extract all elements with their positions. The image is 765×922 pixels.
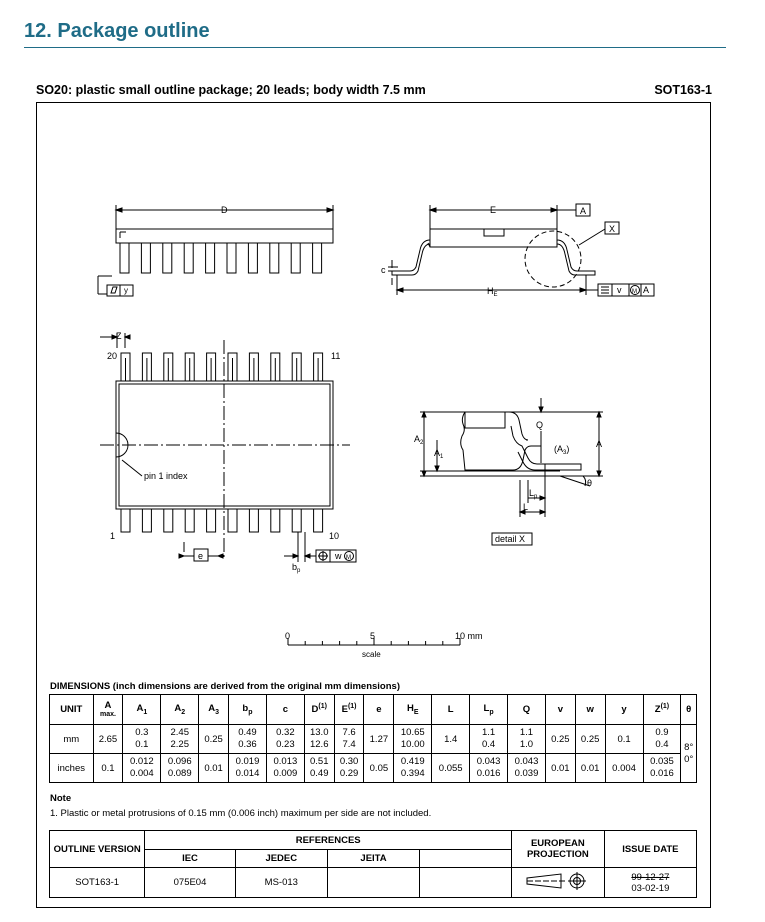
dim-cell-A: 2.65 [93, 725, 123, 754]
dim-cell-A1: 0.3 0.1 [123, 725, 161, 754]
outline-version-value: SOT163-1 [50, 868, 145, 898]
note-text: 1. Plastic or metal protrusions of 0.15 mm (0.006 inch) maximum per side are not included. [50, 808, 432, 819]
dim-cell-Z: 0.9 0.4 [643, 725, 681, 754]
side-lead [291, 243, 300, 273]
pin1-index-label: pin 1 index [144, 471, 188, 481]
dim-cell-w: 0.01 [575, 754, 605, 783]
top-lead-lower [292, 509, 301, 532]
dim-cell-Q: 0.043 0.039 [508, 754, 546, 783]
reference-blank-header [420, 850, 512, 868]
side-lead [184, 243, 193, 273]
label-D: D [221, 205, 228, 215]
dim-cell-L: 0.055 [432, 754, 470, 783]
dim-cell-bp: 0.019 0.014 [229, 754, 267, 783]
issue-date-current: 03-02-19 [631, 882, 670, 894]
label-y: y [124, 286, 128, 295]
package-code: SOT163-1 [654, 83, 712, 97]
jedec-value: MS-013 [235, 868, 327, 898]
dim-header-9: e [364, 695, 394, 725]
label-Lp: $L_p$ [529, 488, 538, 500]
reference-blank-value [420, 868, 512, 898]
dim-header-17: $Z^{(1)}$ [643, 695, 681, 725]
detail-x-label: detail X [495, 534, 526, 544]
package-description: SO20: plastic small outline package; 20 leads; body width 7.5 mm [36, 83, 426, 97]
scale-10-label: 10 mm [455, 631, 483, 641]
projection-symbol [512, 868, 605, 898]
dim-row-inches [50, 754, 697, 783]
dim-header-13: Q [508, 695, 546, 725]
dim-header-2: $A_1$ [123, 695, 161, 725]
dim-cell-bp: 0.49 0.36 [229, 725, 267, 754]
dim-cell-A1: 0.012 0.004 [123, 754, 161, 783]
label-A: A [596, 439, 603, 449]
label-theta: θ [587, 478, 593, 488]
pin-20-label: 20 [107, 351, 118, 361]
side-lead [163, 243, 172, 273]
side-lead [141, 243, 150, 273]
dim-cell-A2: 2.45 2.25 [161, 725, 199, 754]
dim-cell-Lp: 1.1 0.4 [470, 725, 508, 754]
dim-header-0: UNIT [50, 695, 94, 725]
dim-header-18: θ [681, 695, 697, 725]
pin-11-label: 11 [331, 351, 341, 361]
dim-header-7: $D^{(1)}$ [304, 695, 334, 725]
dim-cell-D: 13.0 12.6 [304, 725, 334, 754]
dim-cell-HE: 0.419 0.394 [394, 754, 432, 783]
dimensions-header-row [50, 695, 697, 725]
european-projection-header: EUROPEAN PROJECTION [512, 831, 605, 868]
issue-date-header: ISSUE DATE [604, 831, 696, 868]
label-L: L [523, 502, 529, 512]
iec-value: 075E04 [145, 868, 235, 898]
label-v: v [617, 285, 622, 295]
side-view-body [116, 229, 333, 243]
jeita-value [327, 868, 419, 898]
outline-version-header: OUTLINE VERSION [50, 831, 145, 868]
side-lead [313, 243, 322, 273]
side-lead [270, 243, 279, 273]
label-w: w [335, 551, 342, 561]
label-A-ref-v: A [643, 285, 650, 295]
label-A1: $A_1$ [434, 448, 444, 460]
dim-cell-E: 7.6 7.4 [334, 725, 364, 754]
dim-cell-Lp: 0.043 0.016 [470, 754, 508, 783]
dim-header-16: y [605, 695, 643, 725]
dim-header-8: $E^{(1)}$ [334, 695, 364, 725]
label-c: c [381, 265, 386, 275]
dim-cell-A3: 0.01 [199, 754, 229, 783]
dim-header-3: $A_2$ [161, 695, 199, 725]
label-A2: $A_2$ [414, 434, 424, 446]
pin-10-label: 10 [329, 531, 340, 541]
scale-5-label: 5 [370, 631, 376, 641]
section-title: 12. Package outline [24, 20, 210, 42]
detail-x-view [420, 398, 603, 545]
dim-cell-v: 0.01 [545, 754, 575, 783]
dim-cell-c: 0.32 0.23 [266, 725, 304, 754]
label-X: X [609, 224, 616, 234]
top-lead-lower [314, 509, 323, 532]
dimensions-heading: DIMENSIONS (inch dimensions are derived from the original mm dimensions) [50, 681, 400, 692]
side-lead [120, 243, 129, 273]
dim-cell-y: 0.004 [605, 754, 643, 783]
dim-cell-A: 0.1 [93, 754, 123, 783]
references-table [49, 830, 697, 898]
dim-cell-A2: 0.096 0.089 [161, 754, 199, 783]
dim-cell-A3: 0.25 [199, 725, 229, 754]
dim-unit: inches [50, 754, 94, 783]
top-lead-lower [271, 509, 280, 532]
dim-cell-v: 0.25 [545, 725, 575, 754]
side-view [98, 205, 333, 296]
label-A3: $(A_3)$ [554, 444, 570, 456]
dim-header-15: w [575, 695, 605, 725]
third-angle-projection-icon [523, 870, 593, 892]
top-lead-lower [142, 509, 151, 532]
dim-header-14: v [545, 695, 575, 725]
label-E: E [490, 205, 497, 215]
dim-header-12: $L_p$ [470, 695, 508, 725]
dim-header-5: $b_p$ [229, 695, 267, 725]
label-M-v: M [632, 289, 637, 295]
issue-date-cell [604, 868, 696, 898]
iec-header: IEC [145, 850, 235, 868]
label-Q: Q [536, 420, 544, 430]
top-view [100, 333, 356, 562]
top-lead-lower [121, 509, 130, 532]
label-bp: $b_p$ [292, 562, 301, 574]
top-lead-lower [185, 509, 194, 532]
dimensions-table [49, 694, 697, 783]
label-A-datum: A [580, 206, 587, 216]
jeita-header: JEITA [327, 850, 419, 868]
dim-unit: mm [50, 725, 94, 754]
dim-header-6: c [266, 695, 304, 725]
dim-cell-w: 0.25 [575, 725, 605, 754]
dim-cell-L: 1.4 [432, 725, 470, 754]
top-lead-lower [249, 509, 258, 532]
side-lead [206, 243, 215, 273]
top-lead-lower [164, 509, 173, 532]
note-heading: Note [50, 793, 72, 804]
label-Z: Z [116, 331, 122, 341]
dim-header-11: L [432, 695, 470, 725]
scale-label: scale [362, 650, 381, 659]
dim-cell-e: 1.27 [364, 725, 394, 754]
top-lead-lower [228, 509, 237, 532]
dim-header-4: $A_3$ [199, 695, 229, 725]
dim-cell-y: 0.1 [605, 725, 643, 754]
references-header: REFERENCES [145, 831, 512, 850]
end-view [388, 204, 654, 296]
label-HE: $H_E$ [487, 286, 498, 298]
dim-cell-theta: 8° 0° [681, 725, 697, 783]
side-lead [248, 243, 257, 273]
issue-date-old: 99-12-27 [631, 871, 670, 883]
label-M-w: M [346, 555, 351, 561]
dim-cell-D: 0.51 0.49 [304, 754, 334, 783]
jedec-header: JEDEC [235, 850, 327, 868]
dim-cell-c: 0.013 0.009 [266, 754, 304, 783]
dim-row-mm [50, 725, 697, 754]
top-lead-lower [207, 509, 216, 532]
side-lead [227, 243, 236, 273]
dim-cell-E: 0.30 0.29 [334, 754, 364, 783]
label-e: e [198, 551, 204, 561]
dim-cell-HE: 10.65 10.00 [394, 725, 432, 754]
dim-header-1: A max. [93, 695, 123, 725]
scale-0-label: 0 [285, 631, 291, 641]
dim-cell-Q: 1.1 1.0 [508, 725, 546, 754]
pin-1-label: 1 [110, 531, 116, 541]
dim-cell-Z: 0.035 0.016 [643, 754, 681, 783]
dim-header-10: $H_E$ [394, 695, 432, 725]
dim-cell-e: 0.05 [364, 754, 394, 783]
